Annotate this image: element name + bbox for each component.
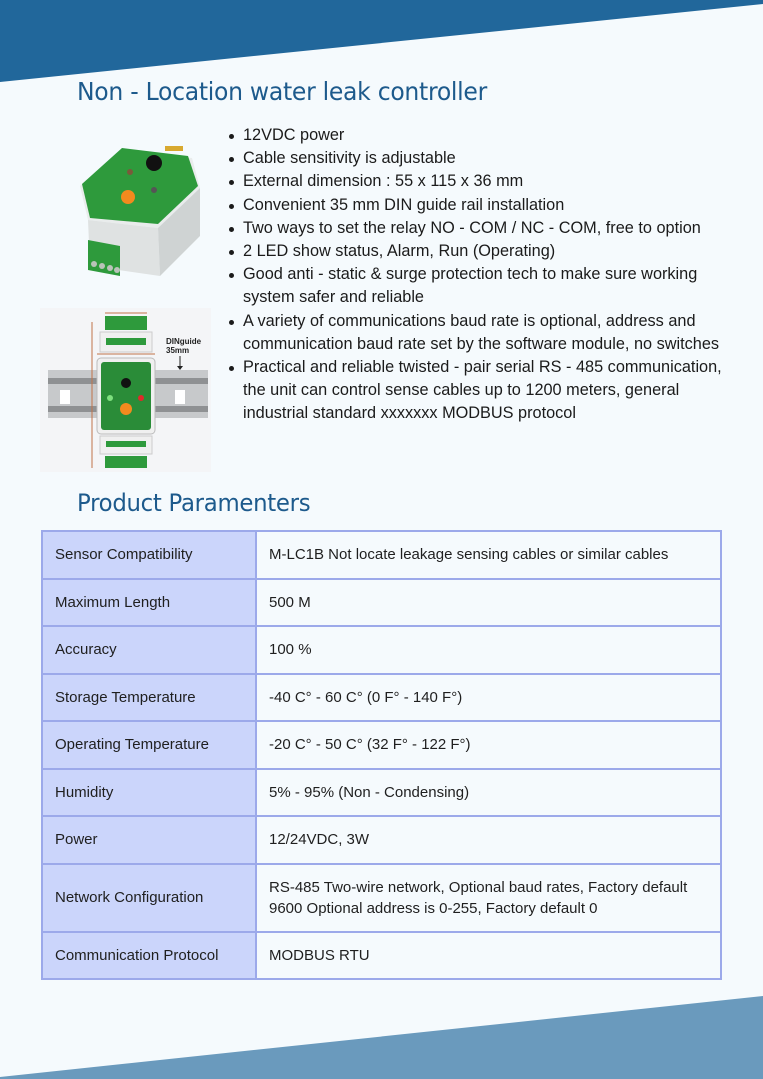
section-title: Product Paramenters: [77, 489, 311, 517]
table-row: [42, 626, 721, 674]
feature-item: 2 LED show status, Alarm, Run (Operating): [243, 240, 743, 263]
table-row: [42, 579, 721, 627]
svg-text:DINguide: DINguide: [166, 337, 202, 346]
table-row: [42, 932, 721, 980]
param-key: Humidity: [42, 769, 256, 817]
param-key: Power: [42, 816, 256, 864]
bottom-decorative-band: [0, 989, 763, 1079]
param-key: Operating Temperature: [42, 721, 256, 769]
param-value: 500 M: [256, 579, 721, 627]
table-row: [42, 531, 721, 579]
controller-product-photo: [60, 128, 230, 288]
table-row: [42, 674, 721, 722]
table-row: [42, 769, 721, 817]
feature-item: A variety of communications baud rate is optional, address and communication baud rate set by the software module, no switches: [243, 310, 743, 356]
param-value: 5% - 95% (Non - Condensing): [256, 769, 721, 817]
param-key: Storage Temperature: [42, 674, 256, 722]
feature-item: Good anti - static & surge protection tech to make sure working system safer and reliable: [243, 263, 743, 309]
feature-item: Two ways to set the relay NO - COM / NC - COM, free to option: [243, 217, 743, 240]
table-row: [42, 864, 721, 932]
table-row: [42, 721, 721, 769]
param-key: Sensor Compatibility: [42, 531, 256, 579]
param-key: Accuracy: [42, 626, 256, 674]
feature-item: External dimension : 55 x 115 x 36 mm: [243, 170, 743, 193]
feature-item: Cable sensitivity is adjustable: [243, 147, 743, 170]
param-value: 100 %: [256, 626, 721, 674]
product-parameters-table: [41, 530, 722, 980]
param-value: 12/24VDC, 3W: [256, 816, 721, 864]
param-value: M-LC1B Not locate leakage sensing cables or similar cables: [256, 531, 721, 579]
feature-item: 12VDC power: [243, 124, 743, 147]
param-key: Communication Protocol: [42, 932, 256, 980]
table-row: [42, 816, 721, 864]
svg-text:35mm: 35mm: [166, 346, 190, 355]
param-value: -40 C° - 60 C° (0 F° - 140 F°): [256, 674, 721, 722]
param-value: -20 C° - 50 C° (32 F° - 122 F°): [256, 721, 721, 769]
param-value: MODBUS RTU: [256, 932, 721, 980]
din-rail-dimension-diagram: [40, 308, 211, 472]
page-title: Non - Location water leak controller: [77, 77, 487, 106]
feature-list: [225, 124, 743, 426]
param-key: Network Configuration: [42, 864, 256, 932]
param-key: Maximum Length: [42, 579, 256, 627]
feature-item: Convenient 35 mm DIN guide rail installation: [243, 194, 743, 217]
param-value: RS-485 Two-wire network, Optional baud rates, Factory default 9600 Optional address is 0-255, Factory default 0: [256, 864, 721, 932]
feature-item: Practical and reliable twisted - pair serial RS - 485 communication, the unit can control sense cables up to 1200 meters, general industrial standard xxxxxxx MODBUS protocol: [243, 356, 743, 426]
